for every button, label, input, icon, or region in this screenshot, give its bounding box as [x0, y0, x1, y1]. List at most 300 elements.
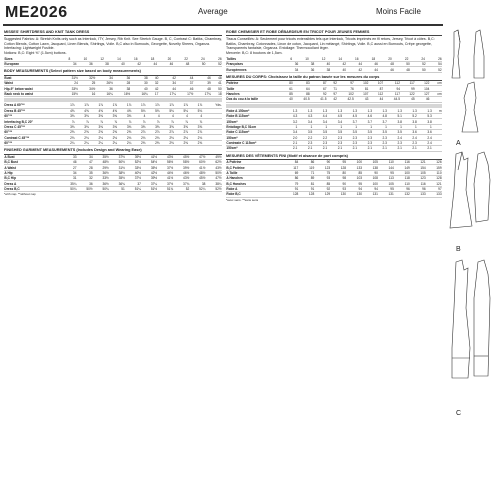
- row-label: Tailles: [226, 57, 283, 62]
- table-cell: 25: [78, 81, 95, 86]
- table-cell: 50: [394, 62, 410, 67]
- table-cell: 2.4: [417, 140, 432, 145]
- table-cell: 17: [148, 91, 159, 96]
- table-cell: 3⅜: [117, 124, 131, 129]
- table-cell: 5⅛: [174, 108, 188, 113]
- table-cell: 10: [293, 57, 310, 62]
- table-cell: 1: [298, 124, 313, 129]
- row-label: A Waist: [4, 165, 61, 170]
- english-column: [4, 28, 222, 197]
- table-cell: 26: [205, 57, 222, 62]
- table-cell: 43½: [157, 155, 173, 160]
- table-cell: 44: [141, 62, 157, 67]
- table-cell: 1.3: [387, 109, 402, 114]
- table-cell: 17¼: [159, 91, 176, 96]
- row-label: Hanches: [226, 91, 283, 96]
- row-label: Robe B 115cm*: [226, 113, 283, 118]
- table-cell: 36: [113, 76, 130, 81]
- table-cell: 40: [315, 62, 331, 67]
- table-cell: 50: [211, 86, 222, 91]
- table-cell: 3.5: [343, 130, 358, 135]
- table-cell: 48½: [190, 170, 206, 175]
- row-label: B,C Hanches: [226, 181, 283, 186]
- table-cell: 39½: [125, 155, 141, 160]
- table-cell: 97: [337, 81, 354, 86]
- table-cell: 41½: [141, 155, 157, 160]
- table-cell: 112: [369, 91, 384, 96]
- table-cell: 46: [194, 76, 211, 81]
- table-cell: 2⅜: [146, 140, 160, 145]
- table-cell: 3⅝: [188, 124, 202, 129]
- table-cell: 16: [342, 57, 359, 62]
- table-cell: 34: [61, 170, 77, 175]
- table-cell: 116: [410, 181, 426, 186]
- table-cell: 119: [299, 165, 315, 170]
- table-cell: 4: [160, 113, 174, 118]
- table-cell: 3.6: [417, 130, 432, 135]
- row-label: Bust: [4, 76, 61, 81]
- table-cell: 92: [327, 81, 337, 86]
- french-column: [226, 28, 442, 202]
- table-cell: 105: [378, 181, 394, 186]
- table-cell: 50½: [109, 159, 125, 164]
- table-cell: 41½: [190, 165, 206, 170]
- table-cell: 94: [362, 186, 378, 191]
- row-label: Dress A: [4, 181, 61, 186]
- table-cell: 38: [299, 62, 315, 67]
- table-cell: 3.5: [328, 130, 343, 135]
- table-cell: 29½: [93, 165, 109, 170]
- table-cell: 2⅞: [132, 130, 146, 135]
- table-cell: 42: [327, 97, 337, 102]
- unit-cell: cm: [430, 81, 442, 86]
- table-cell: 131: [378, 192, 394, 197]
- table-cell: 46: [378, 67, 394, 72]
- table-cell: 32: [148, 81, 159, 86]
- table-cell: 128: [283, 192, 299, 197]
- table-row: [226, 57, 442, 62]
- table-cell: 97: [426, 186, 442, 191]
- table-cell: 2.1: [283, 146, 298, 151]
- measurement-table: [226, 160, 442, 198]
- table-cell: 2¼: [61, 140, 75, 145]
- table-cell: 4⅝: [103, 108, 117, 113]
- table-cell: 2⅛: [146, 135, 160, 140]
- table-cell: 37½: [125, 176, 141, 181]
- table-cell: 1: [343, 124, 358, 129]
- table-cell: ⅞: [75, 119, 89, 124]
- table-cell: 52: [426, 67, 442, 72]
- table-cell: 127: [415, 91, 430, 96]
- table-cell: 52: [174, 186, 190, 191]
- table-cell: 3⅝: [174, 124, 188, 129]
- table-cell: 41.5: [310, 97, 327, 102]
- unit-cell: Yds.: [203, 103, 223, 108]
- table-cell: 133: [346, 165, 362, 170]
- table-cell: 14: [326, 57, 343, 62]
- table-cell: 2.3: [372, 140, 387, 145]
- table-cell: 46½: [174, 170, 190, 175]
- table-cell: 104: [415, 86, 430, 91]
- table-cell: 34: [61, 62, 77, 67]
- table-cell: 46: [362, 62, 378, 67]
- table-cell: 2.3: [372, 135, 387, 140]
- table-row: [4, 91, 222, 96]
- table-cell: 1.3: [328, 109, 343, 114]
- table-cell: 149: [394, 165, 410, 170]
- table-cell: 3⅜: [61, 113, 75, 118]
- table-cell: 1.3: [298, 109, 313, 114]
- table-cell: 1⅞: [174, 103, 188, 108]
- table-cell: 41: [211, 81, 222, 86]
- table-cell: 4⅝: [89, 108, 103, 113]
- table-cell: 16½: [113, 91, 130, 96]
- row-label: Européennes: [226, 67, 283, 72]
- table-cell: 2⅝: [61, 130, 75, 135]
- table-cell: 3.7: [357, 119, 372, 124]
- table-cell: 95: [346, 181, 362, 186]
- table-cell: 2.4: [402, 135, 417, 140]
- table-cell: 45½: [174, 155, 190, 160]
- table-cell: 131: [362, 192, 378, 197]
- table-cell: 3.4: [313, 119, 328, 124]
- table-cell: 2⅛: [188, 135, 202, 140]
- table-cell: 4⅝: [75, 108, 89, 113]
- table-row: [4, 57, 222, 62]
- table-cell: 2⅜: [132, 140, 146, 145]
- table-cell: 38: [93, 62, 109, 67]
- table-cell: 40: [148, 76, 159, 81]
- table-cell: 47½: [190, 155, 206, 160]
- section-title: MESURES DES VÊTEMENTS FINI (Motif et aisance de port compris): [226, 154, 442, 160]
- table-cell: 44: [159, 86, 176, 91]
- table-cell: 54½: [141, 159, 157, 164]
- table-cell: 31½: [61, 76, 78, 81]
- table-cell: 36: [299, 67, 315, 72]
- table-cell: 39: [194, 81, 211, 86]
- footnote: *with nap. **without nap: [4, 192, 36, 197]
- table-cell: 48: [174, 62, 190, 67]
- table-cell: 2⅛: [174, 135, 188, 140]
- table-cell: 2⅝: [117, 130, 131, 135]
- table-cell: 1⅞: [188, 103, 202, 108]
- table-cell: 37½: [157, 165, 173, 170]
- table-row: [4, 62, 222, 67]
- table-cell: 3⅜: [61, 124, 75, 129]
- table-cell: 61: [283, 86, 293, 91]
- table-cell: 37½: [109, 155, 125, 160]
- table-cell: 48: [194, 86, 211, 91]
- table-row: [4, 140, 222, 145]
- table-cell: 50: [410, 67, 426, 72]
- table-cell: 130: [331, 192, 347, 197]
- table-cell: 46: [176, 86, 193, 91]
- table-cell: 44.5: [384, 97, 401, 102]
- table-cell: 117: [283, 165, 299, 170]
- table-cell: 35½: [109, 176, 125, 181]
- table-cell: 3.5: [387, 130, 402, 135]
- table-cell: 1.3: [283, 109, 298, 114]
- row-label: Hip-9" below waist: [4, 86, 61, 91]
- table-cell: 16: [78, 91, 95, 96]
- table-cell: 50¾: [93, 186, 109, 191]
- table-cell: 1: [417, 124, 432, 129]
- table-cell: 44½: [157, 170, 173, 175]
- table-cell: 3.6: [402, 130, 417, 135]
- difficulty-english: Average: [198, 7, 228, 16]
- table-cell: 26: [425, 57, 442, 62]
- table-cell: 22: [172, 57, 189, 62]
- table-cell: 3.5: [372, 130, 387, 135]
- row-label: 60"**: [4, 140, 61, 145]
- table-cell: 2.1: [283, 140, 298, 145]
- table-cell: 3.4: [328, 119, 343, 124]
- row-label: Françaises: [226, 62, 283, 67]
- notions-text: Notions: B,C: Eight ⅜" (1.5cm) buttons.: [4, 51, 67, 56]
- table-cell: 67: [310, 86, 327, 91]
- table-cell: 52¼: [190, 186, 206, 191]
- table-cell: 27: [61, 165, 77, 170]
- table-cell: 159: [426, 165, 442, 170]
- table-cell: 38: [113, 86, 130, 91]
- difficulty-french: Moins Facile: [376, 7, 421, 16]
- table-cell: 28: [113, 81, 130, 86]
- table-cell: 2⅛: [89, 135, 103, 140]
- measurement-table: [4, 76, 222, 98]
- table-cell: 144: [378, 165, 394, 170]
- table-cell: 3.4: [283, 130, 298, 135]
- table-cell: 42½: [141, 170, 157, 175]
- shirtdress-b-illustration-icon: [448, 150, 492, 240]
- table-cell: 24: [409, 57, 426, 62]
- table-cell: 103: [346, 176, 362, 181]
- row-label: A Hanches: [226, 176, 283, 181]
- table-cell: 2.3: [343, 135, 358, 140]
- measurement-table: [4, 155, 222, 193]
- table-cell: 2¼: [89, 140, 103, 145]
- table-cell: 110: [394, 181, 410, 186]
- table-cell: 2⅛: [103, 135, 117, 140]
- table-cell: 80: [283, 81, 293, 86]
- table-cell: 48: [378, 62, 394, 67]
- table-cell: 2.3: [402, 140, 417, 145]
- table-row: [226, 146, 442, 151]
- table-cell: 4⅝: [117, 108, 131, 113]
- table-cell: 2.1: [313, 146, 328, 151]
- table-cell: 122: [415, 81, 430, 86]
- table-cell: 117: [400, 81, 415, 86]
- table-cell: 60½: [190, 159, 206, 164]
- table-cell: 2⅞: [146, 130, 160, 135]
- table-cell: 2⅞: [160, 130, 174, 135]
- table-cell: 36½: [93, 181, 109, 186]
- table-cell: 34½: [78, 86, 95, 91]
- table-cell: 36: [96, 86, 113, 91]
- table-cell: 32½: [78, 76, 95, 81]
- table-cell: 46: [157, 62, 173, 67]
- table-cell: 94: [384, 86, 401, 91]
- table-cell: 37¾: [174, 181, 190, 186]
- table-cell: 2⅜: [174, 140, 188, 145]
- row-label: A Hip: [4, 170, 61, 175]
- table-cell: 1⅞: [132, 103, 146, 108]
- table-row: [226, 97, 442, 102]
- unit-cell: [203, 140, 223, 145]
- table-cell: 96: [394, 186, 410, 191]
- table-cell: 2⅜: [188, 140, 202, 145]
- table-cell: 93: [315, 176, 331, 181]
- table-cell: ⅞: [160, 119, 174, 124]
- table-cell: 2.3: [298, 140, 313, 145]
- table-cell: 2⅝: [75, 130, 89, 135]
- table-cell: 87: [310, 81, 327, 86]
- table-cell: 3⅜: [103, 113, 117, 118]
- table-cell: 2⅞: [188, 130, 202, 135]
- table-cell: 48: [211, 76, 222, 81]
- unit-cell: [432, 146, 442, 151]
- row-label: Dress C 45"**: [4, 124, 61, 129]
- table-cell: 69: [283, 170, 299, 175]
- table-cell: ⅞: [89, 119, 103, 124]
- table-cell: 31½: [109, 165, 125, 170]
- table-cell: ⅞: [61, 119, 75, 124]
- table-cell: 37½: [157, 181, 173, 186]
- table-cell: 95: [378, 170, 394, 175]
- table-row: [4, 186, 222, 191]
- table-cell: 40: [109, 62, 125, 67]
- table-cell: 2.3: [387, 140, 402, 145]
- table-cell: 116: [394, 160, 410, 165]
- table-cell: 1.3: [313, 109, 328, 114]
- table-cell: 90: [331, 181, 347, 186]
- table-cell: 16¼: [96, 91, 113, 96]
- table-cell: 100: [362, 181, 378, 186]
- table-cell: 2.3: [328, 135, 343, 140]
- table-cell: 2.1: [417, 146, 432, 151]
- table-cell: 3⅜: [117, 113, 131, 118]
- table-cell: 28: [77, 165, 93, 170]
- table-cell: 2.1: [357, 146, 372, 151]
- table-cell: 42: [346, 67, 362, 72]
- table-cell: 80: [331, 170, 347, 175]
- row-label: 150cm*: [226, 135, 283, 140]
- row-label: Taille: [226, 86, 283, 91]
- table-cell: ⅞: [132, 119, 146, 124]
- table-cell: 30: [131, 81, 148, 86]
- row-label: 60"**: [4, 130, 61, 135]
- table-cell: 14: [104, 57, 121, 62]
- table-cell: 1.3: [417, 109, 432, 114]
- table-cell: 48: [394, 67, 410, 72]
- table-cell: 100: [346, 160, 362, 165]
- table-cell: 85: [315, 181, 331, 186]
- table-cell: 46: [415, 97, 430, 102]
- table-cell: 44: [346, 62, 362, 67]
- yardage-divider: [226, 104, 442, 108]
- table-cell: 2.1: [387, 146, 402, 151]
- table-cell: 34: [96, 76, 113, 81]
- table-cell: 2.1: [372, 146, 387, 151]
- row-label: Waist: [4, 81, 61, 86]
- table-cell: 26½: [96, 81, 113, 86]
- table-cell: 42.5: [337, 97, 354, 102]
- table-cell: 121: [426, 181, 442, 186]
- table-cell: 129: [315, 192, 331, 197]
- table-cell: 36¾: [109, 181, 125, 186]
- row-label: Robe A: [226, 186, 283, 191]
- row-label: Robe B,C: [226, 192, 283, 197]
- table-cell: 71: [299, 170, 315, 175]
- table-cell: 40: [131, 86, 148, 91]
- table-cell: 110: [426, 170, 442, 175]
- table-cell: 18: [359, 57, 376, 62]
- table-cell: 42: [125, 62, 141, 67]
- table-cell: 41½: [157, 176, 173, 181]
- table-cell: 1.3: [357, 109, 372, 114]
- table-cell: 35¼: [61, 181, 77, 186]
- table-cell: 2⅛: [160, 135, 174, 140]
- table-cell: 20: [376, 57, 393, 62]
- table-cell: 1: [372, 124, 387, 129]
- table-cell: 50: [190, 62, 206, 67]
- table-cell: 105: [410, 170, 426, 175]
- table-cell: 87: [369, 86, 384, 91]
- table-cell: 138: [362, 165, 378, 170]
- table-cell: 37¼: [141, 181, 157, 186]
- table-cell: 51: [109, 186, 125, 191]
- table-cell: 96: [410, 186, 426, 191]
- table-cell: 2.1: [298, 146, 313, 151]
- row-label: Contraste C 115cm*: [226, 140, 283, 145]
- table-cell: 42: [331, 62, 347, 67]
- table-cell: 102: [354, 81, 369, 86]
- table-cell: 3.8: [402, 119, 417, 124]
- table-cell: 107: [354, 91, 369, 96]
- table-cell: 132: [394, 192, 410, 197]
- table-cell: 126: [426, 160, 442, 165]
- table-cell: 22: [392, 57, 409, 62]
- table-cell: 3.8: [417, 119, 432, 124]
- row-label: Dress B,C: [4, 186, 61, 191]
- size-table: [4, 62, 222, 67]
- table-cell: ⅞: [117, 119, 131, 124]
- table-cell: 1⅞: [61, 103, 75, 108]
- table-cell: 1.3: [402, 109, 417, 114]
- unit-cell: [430, 97, 442, 102]
- row-label: Contrast C 45"**: [4, 135, 61, 140]
- table-cell: 54: [426, 62, 442, 67]
- footnote: *avec sens. **sans sens: [226, 197, 259, 202]
- table-cell: 2.1: [343, 146, 358, 151]
- table-cell: 123: [410, 176, 426, 181]
- table-cell: 3.8: [387, 119, 402, 124]
- table-cell: 4.6: [357, 113, 372, 118]
- table-cell: 6: [283, 57, 293, 62]
- table-cell: 2⅝: [89, 130, 103, 135]
- figure-label-c: C: [456, 410, 462, 417]
- table-cell: 81: [299, 181, 315, 186]
- table-cell: 3.5: [313, 130, 328, 135]
- table-cell: 110: [378, 160, 394, 165]
- table-cell: 1: [328, 124, 343, 129]
- table-cell: 86: [283, 176, 299, 181]
- table-cell: 1.3: [372, 109, 387, 114]
- table-cell: 44: [369, 97, 384, 102]
- table-cell: 1: [402, 124, 417, 129]
- row-label: Dos du cou à la taille: [226, 97, 283, 102]
- table-cell: 43: [354, 97, 369, 102]
- table-cell: 3.5: [298, 130, 313, 135]
